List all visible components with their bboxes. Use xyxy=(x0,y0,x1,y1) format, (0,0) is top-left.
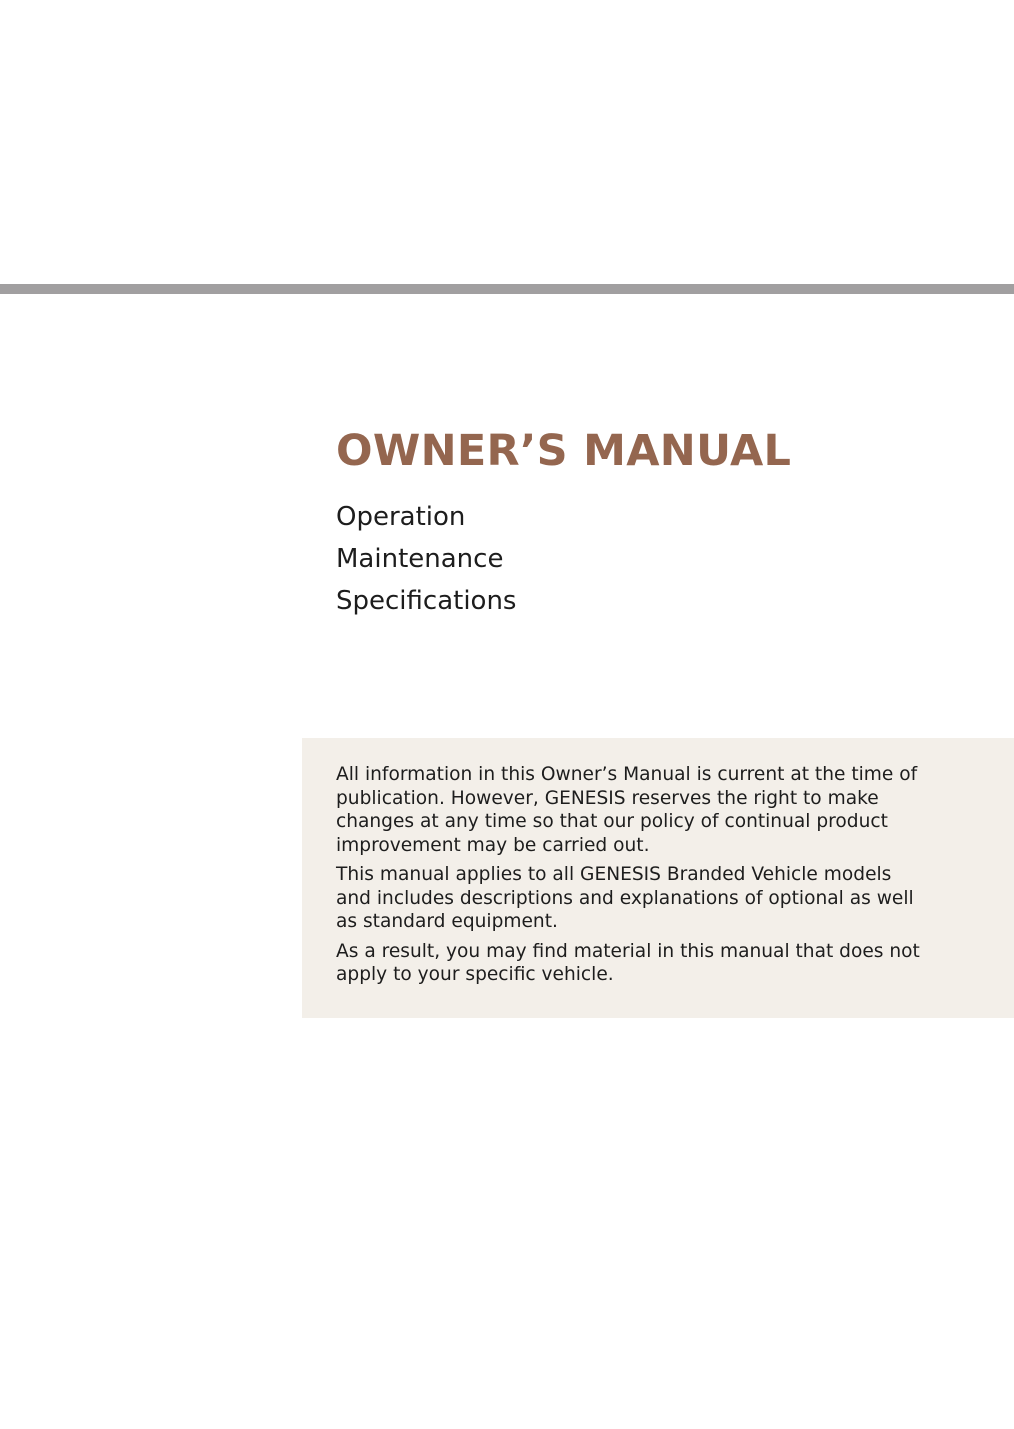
top-divider-bar xyxy=(0,284,1014,294)
title-block xyxy=(336,420,791,622)
subtitle-list xyxy=(336,496,791,622)
subtitle-specifications: Specifications xyxy=(336,586,517,616)
subtitle-maintenance: Maintenance xyxy=(336,544,504,574)
notice-paragraph-applicability: This manual applies to all GENESIS Branded Vehicle models and includes descriptions and explanations of optional as well as standard equipment. xyxy=(336,864,914,932)
notice-box xyxy=(302,738,1014,1018)
manual-title: OWNER’S MANUAL xyxy=(336,426,792,476)
subtitle-operation: Operation xyxy=(336,502,466,532)
notice-paragraph-result: As a result, you may find material in this manual that does not apply to your specific vehicle. xyxy=(336,940,920,985)
notice-paragraph-currency: All information in this Owner’s Manual is current at the time of publication. However, GENESIS reserves the right to make changes at any time so that our policy of continual product improvement may be carried out. xyxy=(336,764,918,856)
